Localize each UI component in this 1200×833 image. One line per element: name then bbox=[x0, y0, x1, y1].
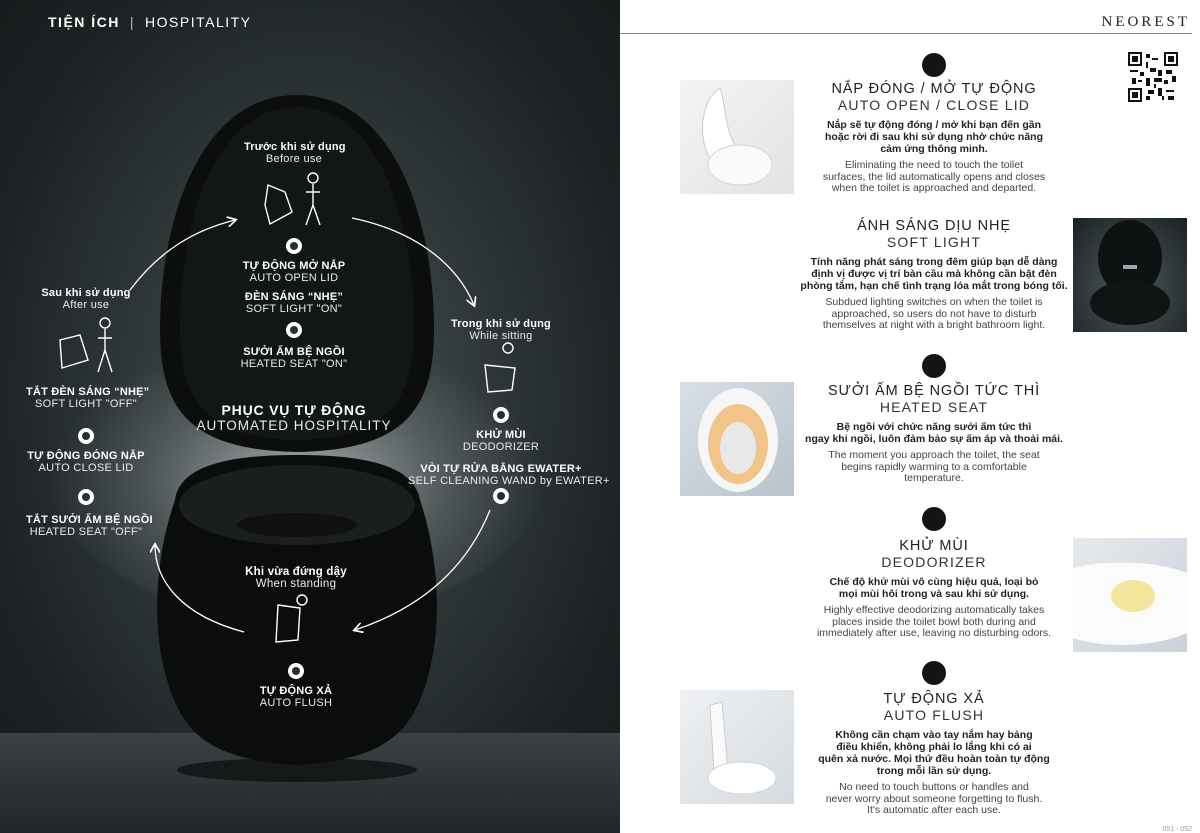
auto-lid-photo bbox=[680, 80, 794, 194]
section-subtitle: HOSPITALITY bbox=[145, 14, 252, 30]
automated-hospitality-title: PHỤC VỤ TỰ ĐỘNG AUTOMATED HOSPITALITY bbox=[196, 402, 392, 433]
auto-open-label: TỰ ĐỘNG MỞ NẮP AUTO OPEN LID bbox=[242, 260, 346, 284]
soft-light-off-label: TẮT ĐÈN SÁNG “NHẸ” SOFT LIGHT "OFF" bbox=[26, 386, 150, 410]
auto-flush-label: TỰ ĐỘNG XẢ AUTO FLUSH bbox=[259, 685, 333, 709]
auto-lid-icon bbox=[922, 53, 946, 77]
after-use-label: Sau khi sử dụng After use bbox=[41, 287, 131, 311]
heated-seat-icon bbox=[922, 354, 946, 378]
auto-flush-photo bbox=[680, 690, 794, 804]
features-panel bbox=[620, 0, 1200, 833]
soft-light-photo bbox=[1073, 218, 1187, 332]
feature-deodorizer: KHỬ MÙI DEODORIZER Chế độ khử mùi vô cùng hiệu quả, loại bỏ mọi mùi hôi trong và sau khi sử dụng. Highly effective deodorizing automatically takes places inside the toilet bowl both during and immediately after use, leaving no disturbing odors. bbox=[816, 538, 1052, 640]
soft-light-on-label: ĐÈN SÁNG “NHẸ” SOFT LIGHT "ON" bbox=[244, 291, 344, 315]
feature-auto-flush: TỰ ĐỘNG XẢ AUTO FLUSH Không cần chạm vào tay nắm hay bảng điều khiển, không phải lo lắng khi có ai quên xả nước. Mọi thứ đều hoàn toàn tự động trong mỗi lần sử dụng. No need to touch buttons or handles and never worry about someone forgetting to flush. It's automatic after each use. bbox=[818, 691, 1050, 817]
while-sitting-label: Trong khi sử dụng While sitting bbox=[451, 318, 551, 342]
when-standing-label: Khi vừa đứng dậy When standing bbox=[245, 566, 347, 590]
self-cleaning-wand-label: VÒI TỰ RỬA BẰNG EWATER+ SELF CLEANING WAND by EWATER+ bbox=[408, 463, 610, 487]
header-divider bbox=[620, 33, 1192, 34]
auto-close-label: TỰ ĐỘNG ĐÓNG NẮP AUTO CLOSE LID bbox=[27, 450, 145, 474]
heated-seat-photo bbox=[680, 382, 794, 496]
deodorizer-photo bbox=[1073, 538, 1187, 652]
brand-logo: NEOREST bbox=[1101, 14, 1190, 30]
feature-auto-lid: NẮP ĐÓNG / MỞ TỰ ĐỘNG AUTO OPEN / CLOSE LID Nắp sẽ tự động đóng / mở khi bạn đến gần hoặc rời đi sau khi sử dụng nhờ chức năng cảm ứng thông minh. Eliminating the need to touch the toilet surfaces, the lid automatically opens and closes when the toilet is approached and departed. bbox=[822, 81, 1046, 195]
deodorizer-icon bbox=[922, 507, 946, 531]
heated-seat-on-label: SƯỞI ẤM BỆ NGỒI HEATED SEAT "ON" bbox=[240, 346, 348, 370]
section-title: TIỆN ÍCH bbox=[48, 14, 120, 30]
page-numbers: 051 - 052 bbox=[1162, 826, 1192, 833]
deodorizer-label: KHỬ MÙI DEODORIZER bbox=[462, 429, 540, 453]
heated-seat-off-label: TẮT SƯỞI ẤM BỆ NGỒI HEATED SEAT "OFF" bbox=[26, 514, 153, 538]
feature-heated-seat: SƯỞI ẤM BỆ NGỒI TỨC THÌ HEATED SEAT Bệ ngồi với chức năng sưởi ấm tức thì ngay khi ngồi, luôn đảm bảo sự ấm áp và thoải mái. The moment you approach the toilet, the seat begins rapidly warming to a comfortable temperature. bbox=[805, 383, 1063, 485]
feature-soft-light: ÁNH SÁNG DỊU NHẸ SOFT LIGHT Tính năng phát sáng trong đêm giúp bạn dễ dàng định vị được vị trí bàn cầu mà không cần bật đèn phòng tắm, hạn chế tình trạng lóa mắt trong bóng tối. Subdued lighting switches on when the toilet is approached, so users do not have to disturb themselves at night with a bright bathroom light. bbox=[800, 218, 1068, 332]
section-header: TIỆN ÍCH | HOSPITALITY bbox=[48, 14, 252, 30]
auto-flush-icon bbox=[922, 661, 946, 685]
before-use-label: Trước khi sử dụng Before use bbox=[244, 141, 346, 165]
qr-code bbox=[1128, 52, 1178, 102]
